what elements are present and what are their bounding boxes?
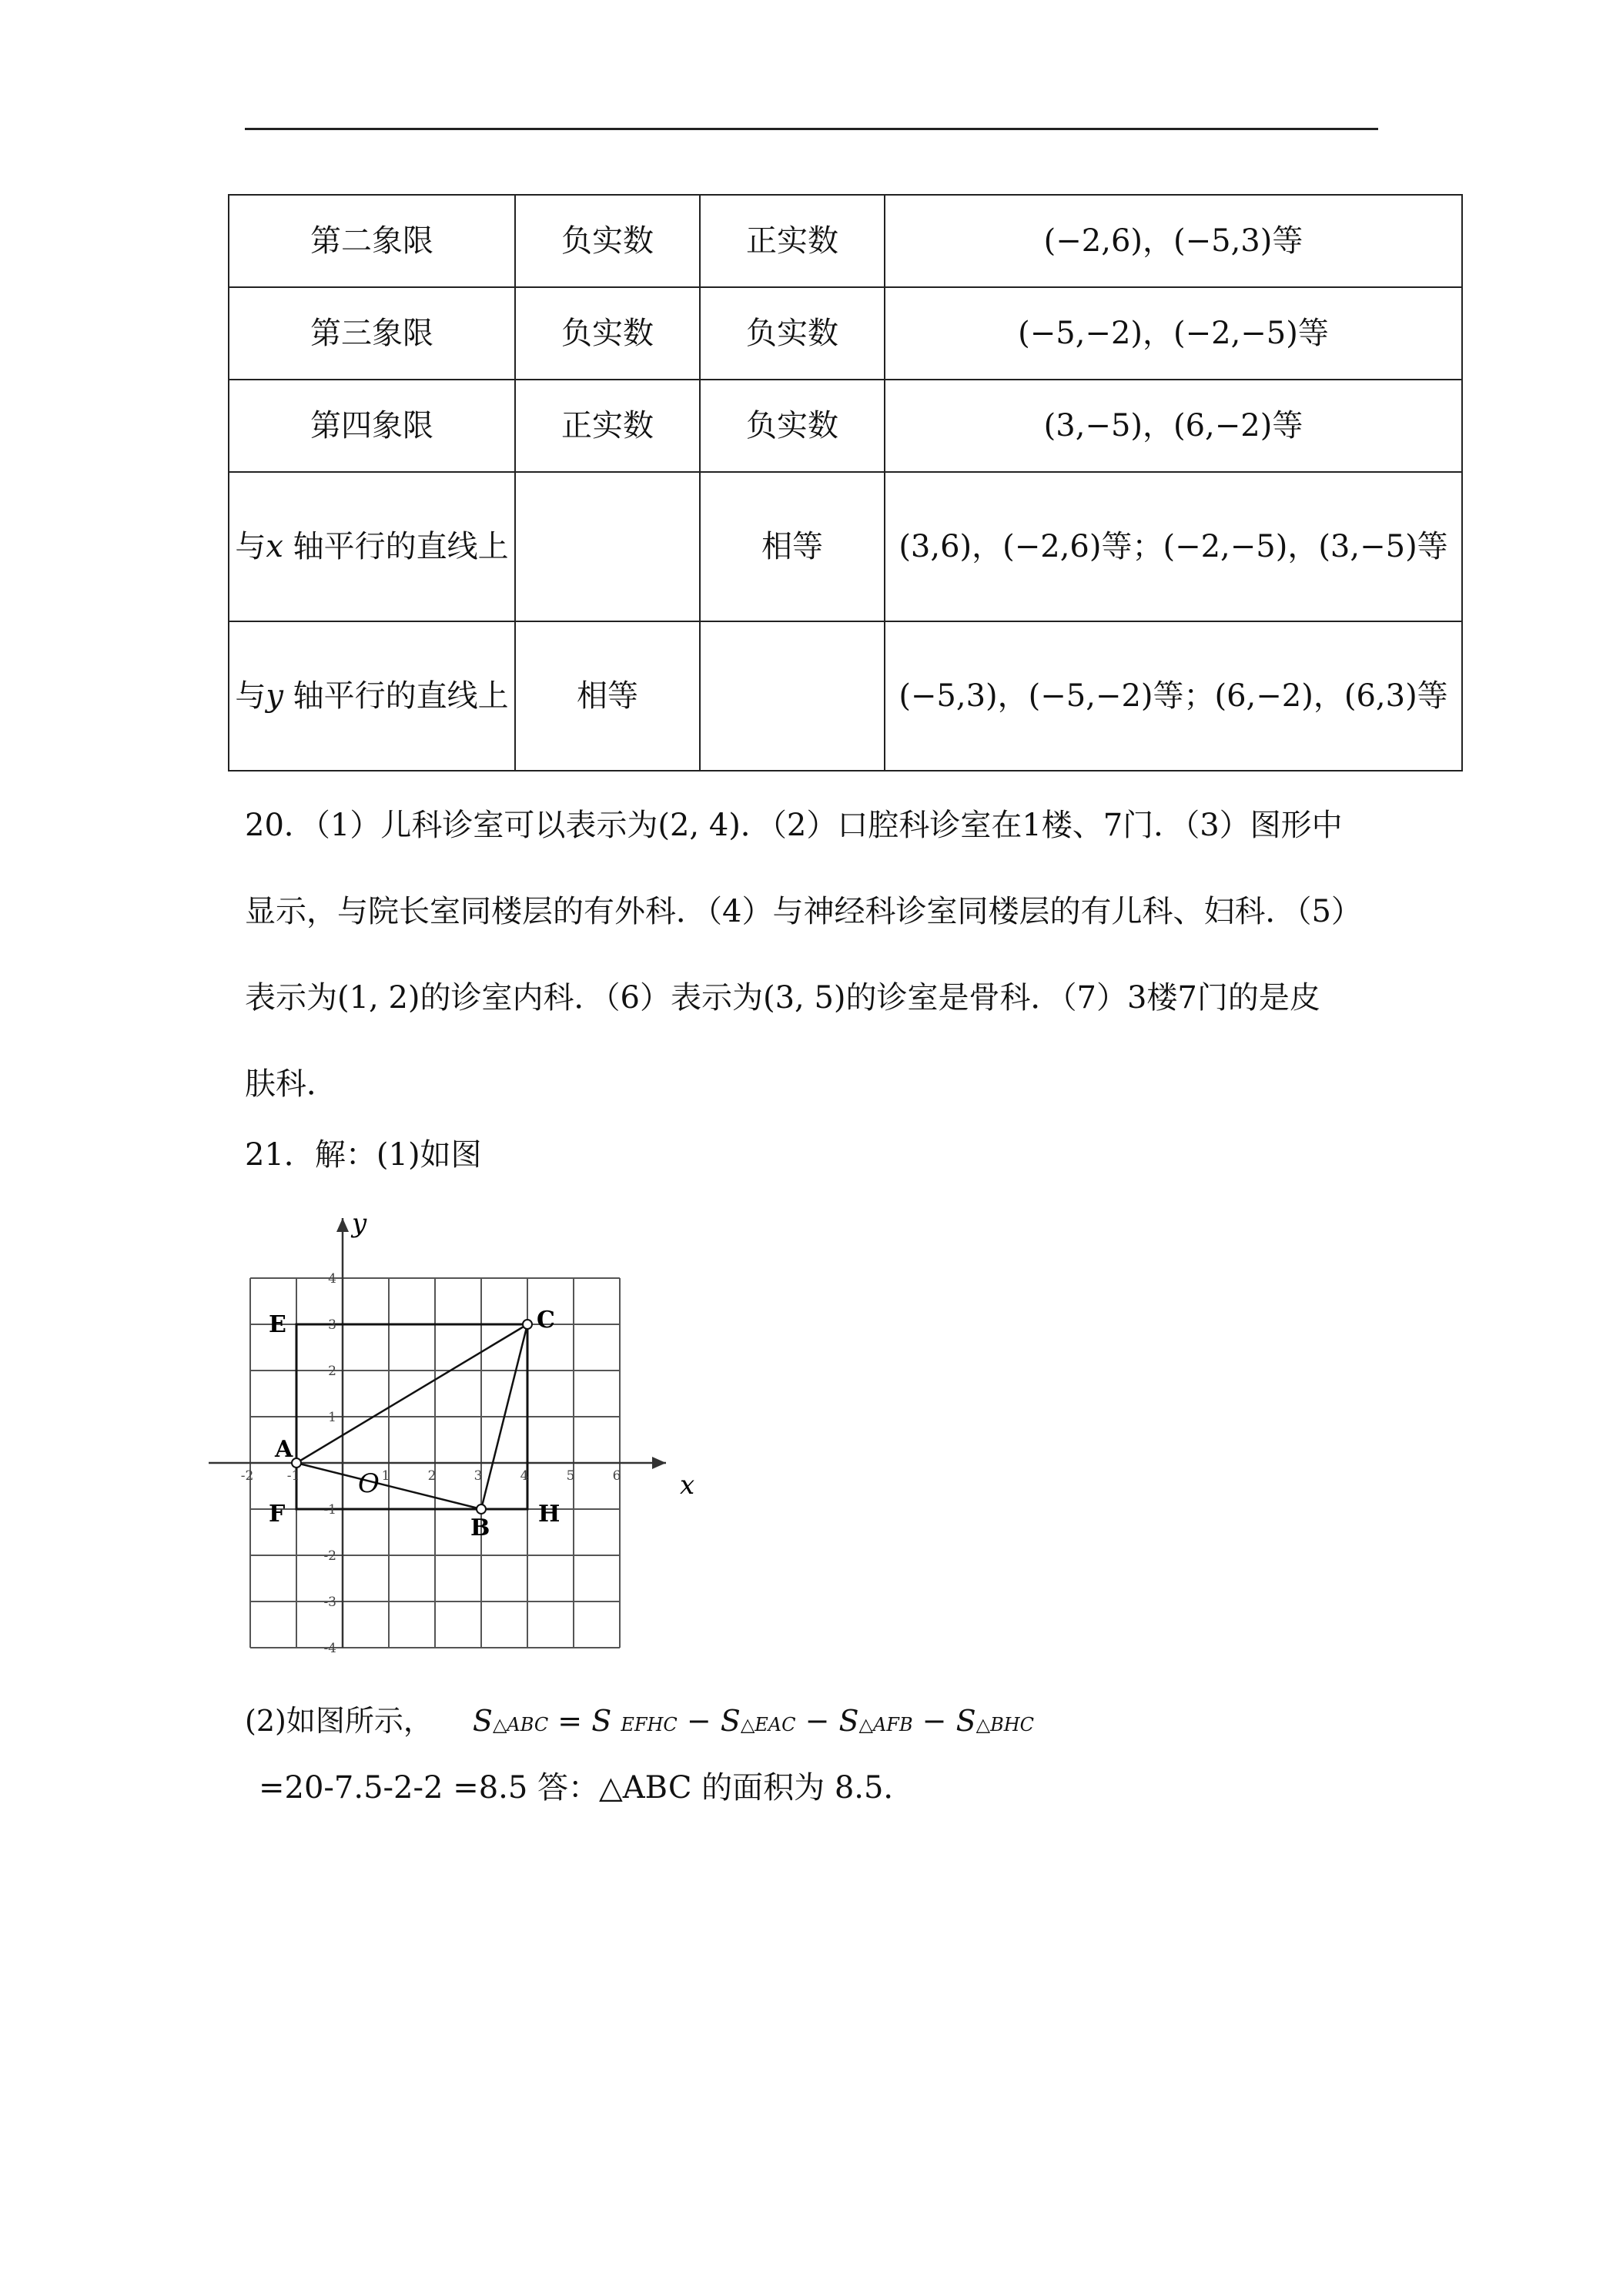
x-sign-cell: 负实数 — [515, 195, 700, 287]
region-cell: 与y 轴平行的直线上 — [229, 621, 515, 771]
area-formula: S△ABC = S EFHC − S△EAC − S△AFB − S△BHC — [472, 1704, 1035, 1738]
point-label-f: F — [269, 1501, 286, 1528]
header-rule — [245, 128, 1378, 130]
x-tick-label: 4 — [520, 1468, 529, 1484]
y-tick-label: -2 — [323, 1548, 336, 1564]
y-tick-label: 2 — [328, 1364, 336, 1379]
point-label-a: A — [275, 1436, 293, 1463]
axes — [209, 1218, 666, 1648]
q21-answer: =20-7.5-2-2 =8.5 答：△ABC 的面积为 8.5． — [259, 1770, 915, 1806]
x-sign-cell: 负实数 — [515, 287, 700, 380]
q20-line: 肤科． — [245, 1066, 337, 1102]
point-a — [292, 1458, 301, 1468]
q21-part2 — [245, 1697, 1034, 1739]
x-tick-label: -2 — [240, 1468, 254, 1484]
y-tick-label: 1 — [328, 1410, 336, 1425]
point-label-h: H — [538, 1501, 561, 1528]
region-cell: 与x 轴平行的直线上 — [229, 472, 515, 621]
point-label-c: C — [537, 1307, 555, 1334]
y-sign-cell: 相等 — [700, 472, 885, 621]
q21-heading: 21．解：(1)如图 — [245, 1137, 482, 1173]
table-row — [229, 621, 1462, 771]
region-cell: 第二象限 — [229, 195, 515, 287]
x-tick-label: 2 — [427, 1468, 437, 1484]
point-label-e: E — [269, 1311, 286, 1338]
q20-answer — [245, 782, 1415, 1127]
examples-cell: (3,−5)，(6,−2)等 — [885, 380, 1462, 472]
x-axis-arrow — [652, 1457, 666, 1469]
point-b — [477, 1504, 486, 1514]
x-tick-label: -1 — [286, 1468, 300, 1484]
examples-cell: (3,6)，(−2,6)等；(−2,−5)，(3,−5)等 — [885, 472, 1462, 621]
y-tick-label: -4 — [323, 1641, 336, 1656]
table-row — [229, 287, 1462, 380]
x-axis-label: x — [680, 1470, 695, 1501]
y-tick-label: 3 — [328, 1317, 336, 1333]
point-label-b: B — [470, 1514, 490, 1541]
x-sign-cell: 相等 — [515, 621, 700, 771]
coordinate-grid-figure — [240, 1201, 724, 1663]
x-tick-label: 6 — [612, 1468, 621, 1484]
examples-cell: (−2,6)，(−5,3)等 — [885, 195, 1462, 287]
x-tick-label: 5 — [566, 1468, 575, 1484]
table-row — [229, 195, 1462, 287]
figure-labels — [241, 1208, 694, 1656]
table-row — [229, 472, 1462, 621]
y-sign-cell: 正实数 — [700, 195, 885, 287]
origin-label: O — [358, 1468, 380, 1499]
q20-line: 20．（1）儿科诊室可以表示为(2, 4)．（2）口腔科诊室在1楼、7门．（3）图形中 — [245, 808, 1343, 843]
x-tick-label: 1 — [381, 1468, 390, 1484]
y-tick-label: 4 — [328, 1271, 336, 1287]
y-sign-cell — [700, 621, 885, 771]
quadrant-table — [228, 194, 1463, 771]
q20-line: 表示为(1, 2)的诊室内科．（6）表示为(3, 5)的诊室是骨科．（7）3楼7门的是皮 — [245, 980, 1320, 1016]
region-cell: 第四象限 — [229, 380, 515, 472]
y-sign-cell: 负实数 — [700, 287, 885, 380]
y-axis-label: y — [352, 1208, 367, 1239]
x-sign-cell: 正实数 — [515, 380, 700, 472]
point-c — [523, 1320, 532, 1329]
part2-label: (2)如图所示， — [245, 1704, 433, 1738]
table-row — [229, 380, 1462, 472]
y-axis-arrow — [336, 1218, 349, 1232]
x-sign-cell — [515, 472, 700, 621]
region-cell: 第三象限 — [229, 287, 515, 380]
x-tick-label: 3 — [474, 1468, 483, 1484]
examples-cell: (−5,3)，(−5,−2)等；(6,−2)，(6,3)等 — [885, 621, 1462, 771]
y-tick-label: -3 — [323, 1595, 336, 1610]
y-tick-label: -1 — [323, 1502, 336, 1518]
examples-cell: (−5,−2)，(−2,−5)等 — [885, 287, 1462, 380]
q20-line: 显示，与院长室同楼层的有外科．（4）与神经科诊室同楼层的有儿科、妇科．（5） — [245, 894, 1362, 929]
y-sign-cell: 负实数 — [700, 380, 885, 472]
